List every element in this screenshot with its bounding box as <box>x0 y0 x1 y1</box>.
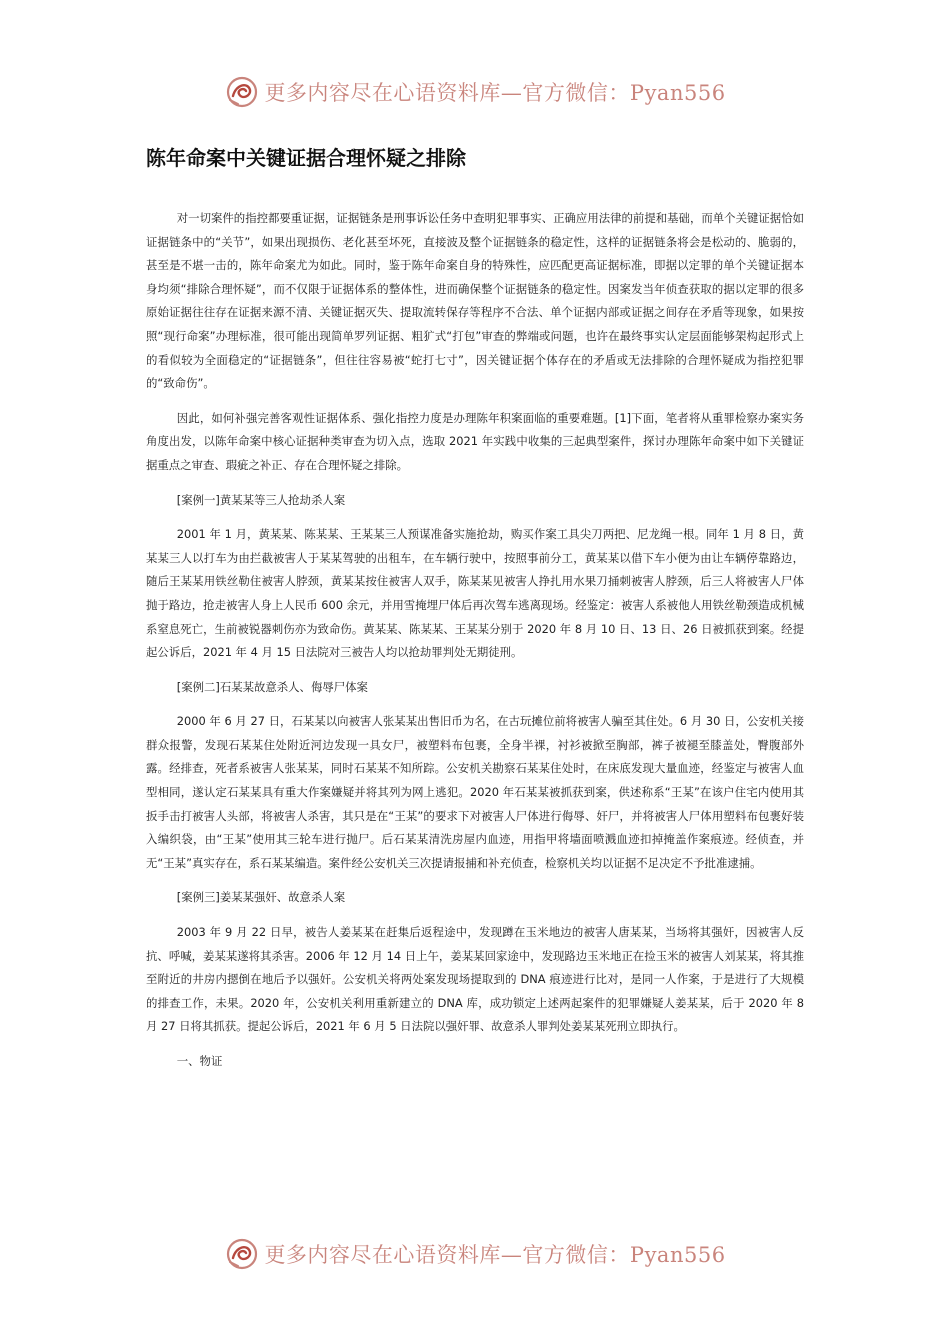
document-body <box>146 207 804 1074</box>
watermark-text: 更多内容尽在心语资料库—官方微信：Pyan556 <box>264 81 726 105</box>
paragraph-intro: 对一切案件的指控都要重证据，证据链条是刑事诉讼任务中查明犯罪事实、正确应用法律的前提和基础，而单个关键证据恰如证据链条中的“关节”，如果出现损伤、老化甚至坏死，直接波及整个证据链条的稳定性，这样的证据链条将会是松动的、脆弱的，甚至是不堪一击的，陈年命案尤为如此。同时，鉴于陈年命案自身的特殊性，应匹配更高证据标准，即据以定罪的单个关键证据本身均须“排除合理怀疑”，而不仅限于证据体系的整体性，进而确保整个证据链条的稳定性。因案发当年侦查获取的据以定罪的很多原始证据往往存在证据来源不清、关键证据灭失、提取流转保存等程序不合法、单个证据内部或证据之间存在矛盾等现象，如果按照“现行命案”办理标准，很可能出现简单罗列证据、粗犷式“打包”审查的弊端或问题，也许在最终事实认定层面能够架构起形式上的看似较为全面稳定的“证据链条”，但往往容易被“蛇打七寸”，因关键证据个体存在的矛盾或无法排除的合理怀疑成为指控犯罪的“致命伤”。 <box>146 211 804 391</box>
case-1-body: 2001 年 1 月，黄某某、陈某某、王某某三人预谋准备实施抢劫，购买作案工具尖刀两把、尼龙绳一根。同年 1 月 8 日，黄某某三人以打车为由拦截被害人于某某驾驶的出租车，在车辆行驶中，按照事前分工，黄某某以借下车小便为由让车辆停靠路边，随后王某某用铁丝勒住被害人脖颈，黄某某按住被害人双手，陈某某见被害人挣扎用水果刀捅刺被害人脖颈，后三人将被害人尸体抛于路边，抢走被害人身上人民币 600 余元，并用雪掩埋尸体后再次驾车逃离现场。经鉴定：被害人系被他人用铁丝勒颈造成机械系窒息死亡，生前被锐器刺伤亦为致命伤。黄某某、陈某某、王某某分别于 2020 年 8 月 10 日、13 日、26 日被抓获到案。经提起公诉后，2021 年 4 月 15 日法院对三被告人均以抢劫罪判处无期徒刑。 <box>146 527 804 660</box>
case-2-body: 2000 年 6 月 27 日，石某某以向被害人张某某出售旧币为名，在古玩摊位前将被害人骗至其住处。6 月 30 日，公安机关接群众报警，发现石某某住处附近河边发现一具女尸，被塑料布包裹，全身半裸，衬衫被掀至胸部，裤子被褪至膝盖处，臀腹部外露。经排查，死者系被害人张某某，同时石某某不知所踪。公安机关勘察石某某住处时，在床底发现大量血迹，经鉴定与被害人血型相同，遂认定石某某具有重大作案嫌疑并将其列为网上逃犯。2020 年石某某被抓获到案，供述称系“王某”在该户住宅内使用其扳手击打被害人头部，将被害人杀害，其只是在“王某”的要求下对被害人尸体进行侮辱、奸尸，并将被害人尸体用塑料布包裹好装入编织袋，由“王某”使用其三轮车进行抛尸。后石某某清洗房屋内血迹，用指甲将墙面喷溅血迹扣掉掩盖作案痕迹。经侦查，并无“王某”真实存在，系石某某编造。案件经公安机关三次提请报捕和补充侦查，检察机关均以证据不足决定不予批准逮捕。 <box>146 714 804 870</box>
section-heading-physical-evidence: 一、物证 <box>176 1054 223 1068</box>
swirl-logo-icon <box>224 1236 260 1272</box>
case-1-heading: [案例一]黄某某等三人抢劫杀人案 <box>176 492 346 507</box>
top-watermark-banner <box>0 72 950 112</box>
swirl-logo-icon <box>224 74 260 110</box>
case-3-body: 2003 年 9 月 22 日早，被告人姜某某在赶集后返程途中，发现蹲在玉米地边的被害人唐某某，当场将其强奸，因被害人反抗、呼喊，姜某某遂将其杀害。2006 年 12 月 14 日上午，姜某某回家途中，发现路边玉米地正在捡玉米的被害人刘某某，将其推至附近的井房内摁倒在地后予以强奸。公安机关将两处案发现场提取到的 DNA 痕迹进行比对，是同一人作案，于是进行了大规模的排查工作，未果。2020 年，公安机关利用重新建立的 DNA 库，成功锁定上述两起案件的犯罪嫌疑人姜某某，后于 2020 年 8 月 27 日将其抓获。提起公诉后，2021 年 6 月 5 日法院以强奸罪、故意杀人罪判处姜某某死刑立即执行。 <box>146 925 804 1034</box>
case-3-heading: [案例三]姜某某强奸、故意杀人案 <box>176 890 346 905</box>
paragraph-approach: 因此，如何补强完善客观性证据体系、强化指控力度是办理陈年积案面临的重要难题。[1]下面，笔者将从重罪检察办案实务角度出发，以陈年命案中核心证据种类审查为切入点，选取 2021 年实践中收集的三起典型案件，探讨办理陈年命案中如下关键证据重点之审查、瑕疵之补正、存在合理怀疑之排除。 <box>146 410 804 472</box>
bottom-watermark-banner <box>0 1234 950 1274</box>
case-2-heading: [案例二]石某某故意杀人、侮辱尸体案 <box>176 679 368 694</box>
watermark-text: 更多内容尽在心语资料库—官方微信：Pyan556 <box>264 1243 726 1267</box>
document-title: 陈年命案中关键证据合理怀疑之排除 <box>146 146 466 170</box>
